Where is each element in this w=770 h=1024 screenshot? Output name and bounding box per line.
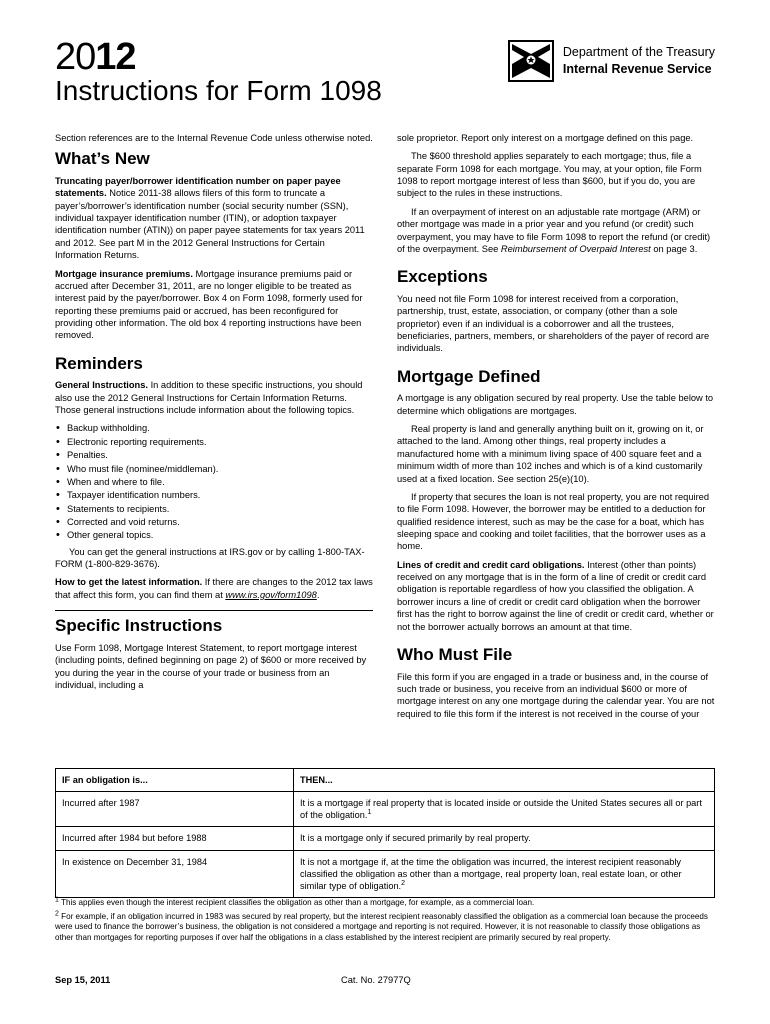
footnote-2-marker: 2 bbox=[55, 909, 59, 917]
run-in-general-instructions: General Instructions. bbox=[55, 380, 148, 391]
para-who-must-file: File this form if you are engaged in a trade or business and, in the course of such trade or business, you receive from an individual $600 or more of mortgage interest on any one mortgage during the calendar year. You are not required to file this form if the interest is not received in the course of your bbox=[397, 671, 715, 719]
body-lines-of-credit: Interest (other than points) received on any mortgage that is in the form of a line of credit or credit card obligation is reportable regardless of how you classified the obligation. A borrower incurs a line of credit or credit card obligation when the borrower first has the right to borrow against the line of credit or credit card, whether or not the borrower actually borrows an amount at that time. bbox=[397, 559, 714, 632]
obligation-table-wrapper bbox=[55, 768, 715, 898]
table-header-row bbox=[56, 769, 715, 792]
list-item: • Penalties. bbox=[55, 449, 373, 461]
overpayment-text-2: on page 3. bbox=[650, 243, 698, 254]
footnote-marker: 2 bbox=[401, 879, 406, 887]
body-mortgage-insurance: Mortgage insurance premiums paid or accrued after December 31, 2011, are no longer eligible to be treated as interest paid by the payer/borrower. Box 4 on Form 1098, formerly used for reporting these premiums paid or accrued, has been reconfigured for providing other information. The old box 4 reporting instructions have been removed. bbox=[55, 268, 363, 341]
run-in-mortgage-insurance: Mortgage insurance premiums. bbox=[55, 268, 193, 279]
right-column bbox=[397, 132, 715, 726]
para-lines-of-credit bbox=[397, 559, 715, 633]
column-header-if: IF an obligation is... bbox=[56, 769, 294, 792]
cell-result bbox=[294, 792, 715, 827]
cell-result-text: It is a mortgage only if secured primarily by real property. bbox=[300, 833, 531, 844]
department-label: Department of the Treasury bbox=[562, 45, 715, 59]
list-item: • Who must file (nominee/middleman). bbox=[55, 463, 373, 475]
footer-catalog-number: Cat. No. 27977Q bbox=[341, 975, 411, 985]
cell-result-text: It is not a mortgage if, at the time the obligation was incurred, the interest recipient reasonably classified the obligation as other than a mortgage, real property loan, real estate loan, or other similar type of obligation. bbox=[300, 856, 682, 891]
left-column bbox=[55, 132, 373, 726]
agency-block bbox=[508, 40, 715, 82]
run-in-truncating: Truncating payer/borrower identification number on paper payee statements. bbox=[55, 176, 341, 199]
page-content bbox=[55, 38, 715, 726]
section-reference-note: Section references are to the Internal Revenue Code unless otherwise noted. bbox=[55, 133, 373, 143]
irs-form-link[interactable]: www.irs.gov/form1098 bbox=[225, 589, 317, 600]
agency-name bbox=[563, 40, 715, 78]
list-item: • Electronic reporting requirements. bbox=[55, 436, 373, 448]
masthead bbox=[55, 38, 715, 116]
heading-exceptions: Exceptions bbox=[397, 267, 488, 287]
footnotes bbox=[55, 898, 715, 947]
body-columns bbox=[55, 132, 715, 726]
tax-year-suffix: 12 bbox=[95, 36, 136, 78]
body-truncating: Notice 2011-38 allows filers of this form to truncate a payer’s/borrower’s identification number (social security number (SSN), individual taxpayer identification number (ITIN), or adoption taxpayer identification number (ATIN)) on paper payee statements for tax years 2011 and 2012. See part M in the 2012 General Instructions for Certain Information Returns. bbox=[55, 188, 365, 261]
footnote-2-text: For example, if an obligation incurred in 1983 was secured by real property, but the interest recipient reasonably classified the obligation as a commercial loan because the proceeds were used to finance the borrower’s business, the obligation is not considered a mortgage and reporting is not required. However, it is not reasonable to classify those obligations as other than mortgages for reporting purposes if over half the obligations in a class established by the interest recipient are primarily secured by real property. bbox=[55, 911, 708, 943]
para-mortgage-defined: A mortgage is any obligation secured by real property. Use the table below to determine which obligations are mortgages. bbox=[397, 393, 714, 416]
cell-condition: Incurred after 1987 bbox=[56, 792, 294, 827]
heading-who-must-file: Who Must File bbox=[397, 644, 513, 664]
overpayment-text-1: If an overpayment of interest on an adjustable rate mortgage (ARM) or other mortgage was made in a prior year and you refund (or credit) such overpayment, you may have to file Form 1098 to report the refund (or credit) of the overpayment. See bbox=[397, 206, 711, 254]
run-in-latest-information: How to get the latest information. bbox=[55, 577, 203, 588]
para-real-property: Real property is land and generally anything built on it, growing on it, or attached to the land. Among other things, real property includes a manufactured home with a minimum living space of 400 square feet and a minimum width of more than 102 inches and which is of a kind customarily used at a fixed location. See section 25(e)(10). bbox=[397, 424, 704, 484]
list-item: • Corrected and void returns. bbox=[55, 516, 373, 528]
general-topics-list bbox=[55, 422, 373, 541]
footnote-1-text: This applies even though the interest recipient classifies the obligation as other than a mortgage, for example, as a commercial loan. bbox=[58, 898, 535, 907]
para-mortgage-insurance bbox=[55, 268, 373, 342]
para-specific-instructions: Use Form 1098, Mortgage Interest Statement, to report mortgage interest (including points, defined beginning on page 2) of $600 or more received by you during the year in the course of your trade or business from an individual, including a bbox=[55, 642, 367, 690]
para-overpayment bbox=[397, 206, 715, 255]
service-label: Internal Revenue Service bbox=[562, 61, 712, 76]
list-item: • When and where to file. bbox=[55, 476, 373, 488]
tax-year-prefix: 20 bbox=[55, 36, 96, 78]
footnote-2 bbox=[55, 909, 715, 944]
page-title: Instructions for Form 1098 bbox=[55, 75, 382, 106]
para-general-instructions bbox=[55, 379, 373, 416]
footer-date: Sep 15, 2011 bbox=[55, 975, 111, 985]
para-latest-information bbox=[55, 576, 373, 601]
body-general-instructions: In addition to these specific instructions, you should also use the 2012 General Instructions for Certain Information Returns. Those general instructions include information about the following topics. bbox=[55, 380, 363, 416]
cell-condition: Incurred after 1984 but before 1988 bbox=[56, 827, 294, 850]
heading-whats-new: What’s New bbox=[55, 149, 150, 169]
list-item: • Backup withholding. bbox=[55, 422, 373, 434]
footnote-1-marker: 1 bbox=[55, 896, 59, 904]
table-row bbox=[56, 792, 715, 827]
para-general-instructions-note: You can get the general instructions at IRS.gov or by calling 1-800-TAX-FORM (1-800-829-3676). bbox=[55, 546, 365, 570]
overpayment-reference: Reimbursement of Overpaid Interest bbox=[500, 243, 651, 254]
run-in-lines-of-credit: Lines of credit and credit card obligations. bbox=[397, 559, 585, 570]
cell-condition: In existence on December 31, 1984 bbox=[56, 850, 294, 897]
column-header-then: THEN... bbox=[294, 769, 715, 792]
footnote-marker: 1 bbox=[367, 809, 372, 817]
list-item: • Taxpayer identification numbers. bbox=[55, 489, 373, 501]
list-item: • Statements to recipients. bbox=[55, 503, 373, 515]
heading-specific-instructions: Specific Instructions bbox=[55, 616, 223, 636]
section-divider bbox=[55, 610, 373, 611]
cell-result bbox=[294, 850, 715, 897]
heading-reminders: Reminders bbox=[55, 353, 143, 373]
para-exceptions: You need not file Form 1098 for interest received from a corporation, partnership, trust, estate, association, or company (other than a sole proprietor) even if an individual is a coborrower and all the trustees, beneficiaries, partners, members, or shareholders of the payer of record are individuals. bbox=[397, 293, 710, 354]
para-sole-proprietor: sole proprietor. Report only interest on a mortgage defined on this page. bbox=[397, 133, 694, 143]
para-threshold: The $600 threshold applies separately to each mortgage; thus, file a separate Form 1098 for each mortgage. You may, at your option, file Form 1098 to report mortgage interest of less than $600, but if you do, you are subject to the rules in these instructions. bbox=[397, 151, 702, 199]
obligation-table bbox=[55, 768, 715, 898]
latest-information-end: . bbox=[316, 589, 320, 600]
cell-result-text: It is a mortgage if real property that is located inside or outside the United States secures all or part of the obligation. bbox=[300, 798, 702, 821]
table-row bbox=[56, 850, 715, 897]
list-item: • Other general topics. bbox=[55, 529, 373, 541]
heading-mortgage-defined: Mortgage Defined bbox=[397, 366, 541, 386]
tax-year bbox=[55, 38, 136, 76]
table-row bbox=[56, 827, 715, 850]
para-not-real-property: If property that secures the loan is not real property, you are not required to file Form 1098. However, the borrower may be entitled to a deduction for qualified residence interest, such as may be the case for a boat, which has sleeping space and cooking and toilet facilities, that the borrower uses as a home. bbox=[397, 491, 710, 552]
body-latest-information: If there are changes to the 2012 tax laws that affect this form, you can find them at bbox=[55, 577, 373, 600]
para-truncating bbox=[55, 175, 373, 262]
footnote-1 bbox=[55, 898, 715, 909]
irs-eagle-seal-icon bbox=[508, 40, 554, 82]
cell-result bbox=[294, 827, 715, 850]
